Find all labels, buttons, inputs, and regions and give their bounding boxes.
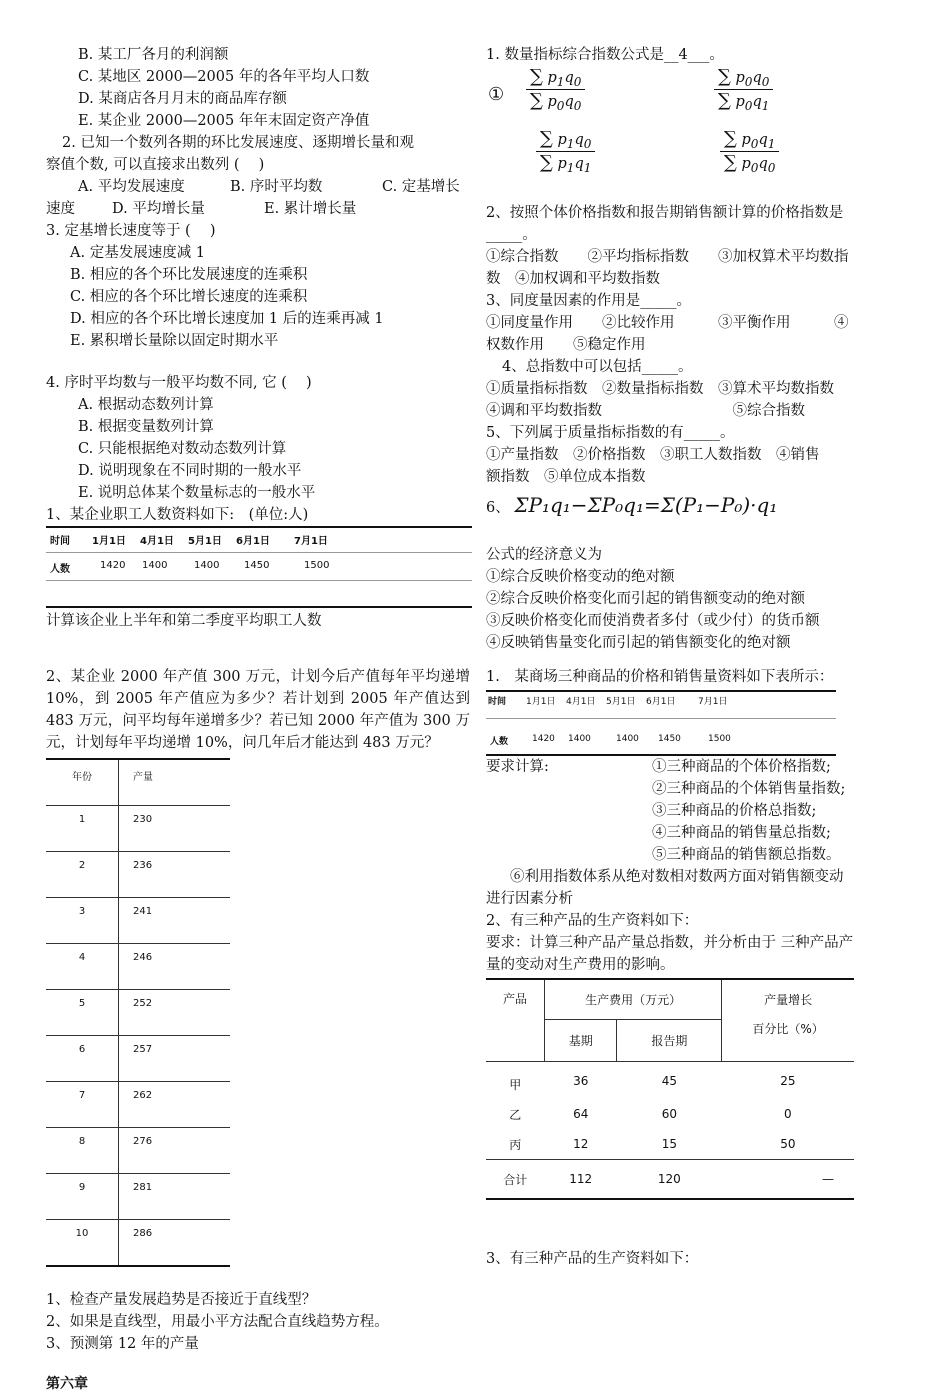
c1-req-1: ①三种商品的个体价格指数; (652, 759, 831, 775)
output-qty: 276 (133, 1136, 153, 1147)
pt-cell: 15 (661, 1137, 677, 1151)
r6-meaning: 公式的经济意义为 (486, 547, 602, 563)
formula-option-marker: ① (488, 84, 505, 105)
calc1-ask: 计算该企业上半年和第二季度平均职工人数 (46, 613, 322, 629)
q2-stem: 2. 已知一个数列各期的环比发展速度、逐期增长量和观 (62, 135, 414, 151)
output-h-year: 年份 (46, 759, 119, 806)
c2-req-cont: 量的变动对生产费用的影响。 (486, 957, 675, 973)
c1-req-2: ②三种商品的个体销售量指数; (652, 781, 846, 797)
r5-options: ①产量指数 ②价格指数 ③职工人数指数 ④销售 (486, 447, 820, 463)
c2-req: 要求：计算三种产品产量总指数，并分析由于 三种产品产 (486, 935, 854, 951)
output-qty: 246 (133, 952, 153, 963)
emp-h-apr: 4月1日 (140, 536, 174, 547)
q4-stem: 4. 序时平均数与一般平均数不同, 它 ( ) (46, 375, 312, 391)
output-year: 5 (46, 990, 119, 1036)
emp-h-time: 时间 (50, 536, 70, 547)
c1-h-jan: 1月1日 (526, 697, 556, 707)
q2-option-c: C. 定基增长 (382, 179, 460, 195)
c1-title: 1. 某商场三种商品的价格和销售量资料如下表所示： (486, 669, 834, 685)
output-qty: 230 (133, 814, 153, 825)
r6-option-1: ①综合反映价格变动的绝对额 (486, 569, 675, 585)
pt-total: — (822, 1172, 834, 1186)
c1-v3: 1400 (616, 734, 639, 744)
pt-cell: 12 (573, 1137, 589, 1151)
r6-option-4: ④反映销售量变化而引起的销售额变化的绝对额 (486, 635, 791, 651)
c1-h-apr: 4月1日 (566, 697, 596, 707)
q4-option-b: B. 根据变量数列计算 (78, 419, 214, 435)
q2-option-b: B. 序时平均数 (230, 179, 323, 195)
q4-option-e: E. 说明总体某个数量标志的一般水平 (78, 485, 316, 501)
output-year: 9 (46, 1174, 119, 1220)
q2-option-c-cont: 速度 (46, 201, 75, 217)
output-year: 2 (46, 852, 119, 898)
c1-req-4: ④三种商品的销售量总指数; (652, 825, 831, 841)
pt-cell: 45 (661, 1073, 677, 1088)
c1-requirements (486, 756, 910, 866)
r6-option-3: ③反映价格变化而使消费者多付（或少付）的货币额 (486, 613, 820, 629)
c1-req-6: ⑥利用指数体系从绝对数相对数两方面对销售额变动 (510, 869, 844, 885)
emp-row-label: 人数 (50, 564, 70, 575)
q2-option-e: E. 累计增长量 (264, 201, 357, 217)
q2-option-d: D. 平均增长量 (112, 201, 205, 217)
right-column (486, 44, 910, 1270)
emp-h-jun: 6月1日 (236, 536, 270, 547)
c1-v4: 1450 (658, 734, 681, 744)
q2-stem-cont: 察值个数, 可以直接求出数列 ( ) (46, 157, 265, 173)
r1-stem: 1. 数量指标综合指数公式是__4___。 (486, 47, 724, 63)
q2-options-row (46, 176, 470, 198)
r2-blank: _____。 (486, 227, 537, 243)
r3-options-cont: 权数作用 ⑤稳定作用 (486, 337, 646, 353)
q2-option-a: A. 平均发展速度 (78, 179, 185, 195)
emp-h-may: 5月1日 (188, 536, 222, 547)
c1-v2: 1400 (568, 734, 591, 744)
emp-v3: 1400 (194, 560, 220, 571)
output-year: 6 (46, 1036, 119, 1082)
chapter-heading: 第六章 (46, 1376, 88, 1392)
q3-stem: 3. 定基增长速度等于 ( ) (46, 223, 216, 239)
c1-h-may: 5月1日 (606, 697, 636, 707)
r3-options: ①同度量作用 ②比较作用 ③平衡作用 ④ (486, 315, 849, 331)
calc1-title: 1、某企业职工人数资料如下: (单位:人) (46, 507, 309, 523)
r6-formula: ΣP₁q₁−ΣP₀q₁=Σ(P₁−P₀)·q₁ (514, 493, 778, 517)
r2-options: ①综合指数 ②平均指标指数 ③加权算术平均数指 (486, 249, 849, 265)
pt-cell: 乙 (509, 1107, 522, 1122)
c3-title: 3、有三种产品的生产资料如下： (486, 1251, 699, 1267)
c1-row-label: 人数 (490, 737, 509, 747)
pt-h-growth: 产量增长 (764, 993, 813, 1008)
pt-total: 120 (657, 1172, 681, 1186)
q1-option-c: C. 某地区 2000—2005 年的各年平均人口数 (78, 69, 370, 85)
r2-options-cont: 数 ④加权调和平均数指数 (486, 271, 660, 287)
r6-number: 6、 (486, 500, 510, 516)
r4-options-cont: ④调和平均数指数 ⑤综合指数 (486, 403, 805, 419)
emp-v5: 1500 (304, 560, 330, 571)
output-qty: 281 (133, 1182, 153, 1193)
r5-stem: 5、下列属于质量指标指数的有_____。 (486, 425, 735, 441)
emp-h-jul: 7月1日 (294, 536, 328, 547)
pt-cell: 60 (661, 1107, 677, 1121)
q1-option-e: E. 某企业 2000—2005 年年末固定资产净值 (78, 113, 370, 129)
pt-cell: 丙 (509, 1137, 522, 1152)
output-year: 3 (46, 898, 119, 944)
employee-table (46, 526, 472, 608)
task-3: 3、预测第 12 年的产量 (46, 1336, 199, 1352)
pt-cell: 50 (780, 1137, 796, 1151)
output-h-qty: 产量 (133, 772, 153, 783)
q3-option-d: D. 相应的各个环比增长速度加 1 后的连乘再减 1 (70, 311, 384, 327)
output-year: 7 (46, 1082, 119, 1128)
c1-req-6-cont: 进行因素分析 (486, 891, 573, 907)
c1-v5: 1500 (708, 734, 731, 744)
r2-stem: 2、按照个体价格指数和报告期销售额计算的价格指数是 (486, 205, 844, 221)
emp-v4: 1450 (244, 560, 270, 571)
task-2: 2、如果是直线型，用最小平方法配合直线趋势方程。 (46, 1314, 389, 1330)
q1-option-d: D. 某商店各月月末的商品库存额 (78, 91, 287, 107)
output-year: 10 (46, 1220, 119, 1267)
formula-2-fraction: $\frac{\sum p_0q_0}{\sum p_0q_1}$ (714, 66, 773, 113)
c1-req-label: 要求计算: (486, 759, 549, 775)
q3-option-b: B. 相应的各个环比发展速度的连乘积 (70, 267, 308, 283)
c1-h-jul: 7月1日 (698, 697, 728, 707)
task-1: 1、检查产量发展趋势是否接近于直线型？ (46, 1292, 317, 1308)
output-qty: 236 (133, 860, 153, 871)
product-table (486, 978, 854, 1200)
pt-h-product: 产品 (486, 979, 545, 1062)
output-year: 1 (46, 806, 119, 852)
c2-title: 2、有三种产品的生产资料如下： (486, 913, 699, 929)
pt-h-cost: 生产费用（万元） (545, 979, 722, 1019)
q3-option-e: E. 累积增长量除以固定时期水平 (70, 333, 279, 349)
pt-h-growth-unit: 百分比（%） (752, 1022, 824, 1037)
c1-h-jun: 6月1日 (646, 697, 676, 707)
output-qty: 257 (133, 1044, 153, 1055)
pt-cell: 64 (573, 1107, 589, 1121)
pt-h-base: 基期 (545, 1019, 617, 1061)
pt-total: 合计 (503, 1172, 528, 1187)
r3-stem: 3、同度量因素的作用是_____。 (486, 293, 691, 309)
formula-3-fraction: $\frac{\sum p_1q_0}{\sum p_1q_1}$ (536, 128, 595, 175)
formula-4-fraction: $\frac{\sum p_0q_1}{\sum p_0q_0}$ (720, 128, 779, 175)
q2-options-row2 (46, 198, 470, 220)
r5-options-cont: 额指数 ⑤单位成本指数 (486, 469, 646, 485)
emp-v2: 1400 (142, 560, 168, 571)
r4-options: ①质量指标指数 ②数量指标指数 ③算术平均数指数 (486, 381, 834, 397)
formula-1-fraction: $\frac{\sum p_1q_0}{\sum p_0q_0}$ (526, 66, 585, 113)
pt-cell: 25 (780, 1073, 796, 1088)
calc2-text: 2、某企业 2000 年产值 300 万元，计划今后产值每年平均递增 10%，到 2005 年产值应为多少？若计划到 2005 年产值达到 483 万元，问平均每年递增多少？若已知 2000 年产值为 300 万元，计划每年平均递增 10%，问几年后才能达到 483 万元？ (46, 669, 470, 751)
c1-req-5: ⑤三种商品的销售额总指数。 (652, 847, 841, 863)
emp-h-jan: 1月1日 (92, 536, 126, 547)
r6-row (486, 488, 910, 522)
emp-v1: 1420 (100, 560, 126, 571)
left-column (46, 44, 470, 1395)
output-table (46, 758, 230, 1267)
pt-cell: 36 (573, 1073, 589, 1088)
pt-cell: 甲 (509, 1077, 522, 1092)
pt-cell: 0 (784, 1107, 792, 1121)
q1-option-b: B. 某工厂各月的利润额 (78, 47, 229, 63)
q4-option-c: C. 只能根据绝对数动态数列计算 (78, 441, 287, 457)
r4-stem: 4、总指数中可以包括_____。 (502, 359, 693, 375)
c1-table (486, 690, 836, 756)
pt-h-report: 报告期 (617, 1019, 722, 1061)
q3-option-c: C. 相应的各个环比增长速度的连乘积 (70, 289, 308, 305)
output-year: 8 (46, 1128, 119, 1174)
output-qty: 262 (133, 1090, 153, 1101)
c1-v1: 1420 (532, 734, 555, 744)
pt-total: 112 (569, 1172, 593, 1186)
c1-h-time: 时间 (488, 697, 507, 707)
output-year: 4 (46, 944, 119, 990)
q4-option-d: D. 说明现象在不同时期的一般水平 (78, 463, 302, 479)
r6-option-2: ②综合反映价格变化而引起的销售额变动的绝对额 (486, 591, 805, 607)
c1-req-3: ③三种商品的价格总指数; (652, 803, 817, 819)
formula-block (486, 66, 910, 186)
q3-option-a: A. 定基发展速度减 1 (70, 245, 206, 261)
q4-option-a: A. 根据动态数列计算 (78, 397, 214, 413)
output-qty: 286 (133, 1228, 153, 1239)
output-qty: 241 (133, 906, 153, 917)
output-qty: 252 (133, 998, 153, 1009)
